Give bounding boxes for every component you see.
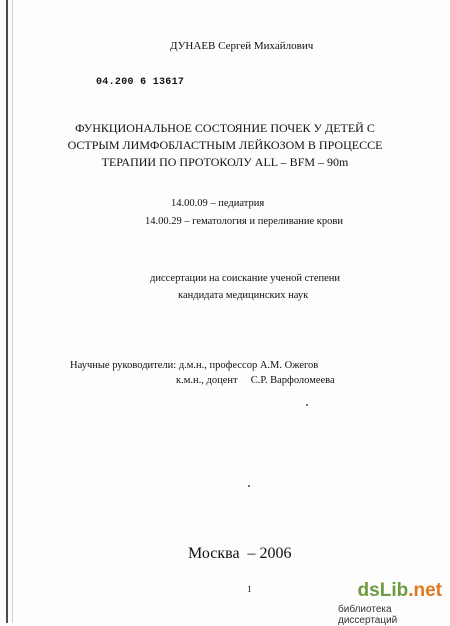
dslib-brand xyxy=(358,580,442,602)
title-line-3: ТЕРАПИИ ПО ПРОТОКОЛУ ALL – BFM – 90m xyxy=(101,155,349,169)
brand-suffix: .net xyxy=(408,580,442,601)
specialty-hematology: 14.00.29 – гематология и переливание крови xyxy=(145,216,343,227)
scan-speck xyxy=(306,404,308,406)
page-number: 1 xyxy=(247,584,252,594)
scan-border-line xyxy=(6,0,8,623)
dslib-watermark-logo[interactable] xyxy=(338,580,446,626)
title-line-1: ФУНКЦИОНАЛЬНОЕ СОСТОЯНИЕ ПОЧЕК У ДЕТЕЙ С xyxy=(75,121,375,135)
author-name: ДУНАЕВ Сергей Михайлович xyxy=(170,40,314,52)
dslib-tagline: библиотека диссертаций xyxy=(338,604,398,626)
scan-speck xyxy=(248,485,250,487)
specialty-pediatrics: 14.00.09 – педиатрия xyxy=(171,198,265,209)
title-line-2: ОСТРЫМ ЛИМФОБЛАСТНЫМ ЛЕЙКОЗОМ В ПРОЦЕССЕ xyxy=(67,138,383,152)
degree-line-2: кандидата медицинских наук xyxy=(178,290,309,301)
registration-stamp: 04.200 6 13617 xyxy=(96,77,185,88)
supervisors-line-2: к.м.н., доцент С.Р. Варфоломеева xyxy=(176,375,335,386)
brand-main: dsLib xyxy=(357,580,409,601)
supervisors-line-1: Научные руководители: д.м.н., профессор А.М. Ожегов xyxy=(70,360,319,371)
degree-line-1: диссертации на соискание ученой степени xyxy=(150,273,340,284)
scan-border-shadow xyxy=(12,0,13,623)
city-year: Москва – 2006 xyxy=(188,545,292,562)
